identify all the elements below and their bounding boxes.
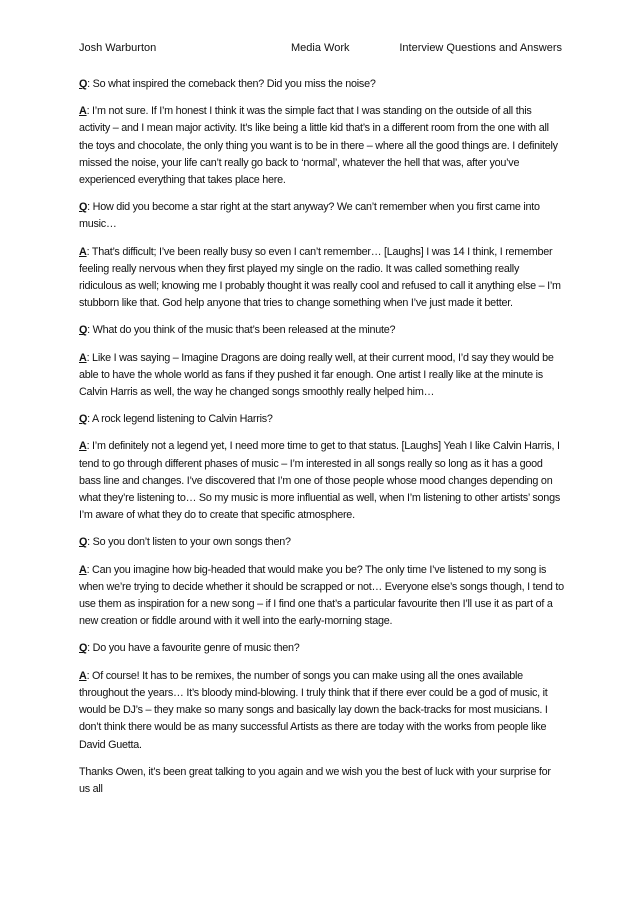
answer-text: : That’s difficult; I’ve been really busy so even I can’t remember… [Laughs] I was 14 I think, I remember feeling really nervous when they first played my single on the radio. It was called something really ridiculous as well; knowing me I probably thought it was really cool and refused to call it anything else – I’m stubborn like that. God help anyone that tries to change something when I’ve just made it better. (79, 245, 561, 310)
answer-text: : Like I was saying – Imagine Dragons are doing really well, at their current mood, I’d say they would be able to have the whole world as fans if they pushed it far enough. One artist I really like at the minute is Calvin Harris as well, the way he changed songs smoothly really helped him… (79, 351, 554, 399)
answer-paragraph (79, 438, 564, 524)
question-paragraph (79, 322, 564, 339)
question-text: : So you don’t listen to your own songs then? (87, 536, 291, 549)
question-paragraph (79, 411, 564, 428)
answer-tag: A (79, 351, 87, 364)
question-tag: Q (79, 413, 88, 426)
question-tag: Q (79, 642, 88, 655)
answer-paragraph (79, 562, 564, 631)
answer-tag: A (79, 105, 87, 118)
question-text: : How did you become a star right at the start anyway? We can’t remember when you first came into music… (79, 201, 540, 231)
question-text: : A rock legend listening to Calvin Harris? (87, 413, 273, 426)
answer-text: : I’m definitely not a legend yet, I need more time to get to that status. [Laughs] Yeah I like Calvin Harris, I tend to go through different phases of music – I’m interested in all songs really so long as it has a good bass line and changes. I’ve discovered that I’m one of those people whose mood changes depending on what they’re listening to… So my music is more influential as well, when I’m listening to other artists’ songs I’m aware of what they do to create that specific atmosphere. (79, 440, 560, 522)
answer-text: : I’m not sure. If I’m honest I think it was the simple fact that I was standing on the outside of all this activity – and I mean major activity. It’s like being a little kid that’s in a different room from the one with all the toys and chocolate, the only thing you want is to be in there – where all the good things are. I definitely missed the noise, your life can’t really go back to ‘normal’, whatever the hell that was, after you’ve experienced everything that takes place here. (79, 105, 558, 187)
question-paragraph (79, 199, 564, 233)
answer-paragraph (79, 244, 564, 313)
question-tag: Q (79, 536, 88, 549)
answer-text: : Of course! It has to be remixes, the number of songs you can make using all the ones available throughout the years… It’s bloody mind-blowing. I truly think that if there ever could be a god of music, it would be DJ’s – they make so many songs and basically lay down the back-tracks for most musicians. I don’t think there would be as many successful Artists as there are today with the works from people like David Guetta. (79, 669, 548, 751)
interview-body (79, 76, 564, 808)
question-paragraph (79, 76, 564, 93)
answer-text: : Can you imagine how big-headed that would make you be? The only time I’ve listened to my song is when we’re trying to decide whether it should be scrapped or not… Everyone else’s songs though, I tend to use them as inspiration for a new song – if I find one that’s a particular favourite then I’ll use it as part of a new creation or fiddle around with it well into the early-morning stage. (79, 563, 564, 628)
question-paragraph (79, 534, 564, 551)
answer-tag: A (79, 563, 87, 576)
question-tag: Q (79, 78, 88, 90)
answer-tag: A (79, 669, 87, 682)
question-tag: Q (79, 324, 88, 337)
question-text: : Do you have a favourite genre of music then? (87, 642, 300, 655)
answer-paragraph (79, 668, 564, 754)
answer-paragraph (79, 350, 564, 402)
closing-paragraph: Thanks Owen, it’s been great talking to you again and we wish you the best of luck with your surprise for us all (79, 765, 551, 795)
header-document-title: Interview Questions and Answers (399, 42, 562, 54)
answer-paragraph (79, 103, 564, 189)
answer-tag: A (79, 440, 87, 453)
question-text: : What do you think of the music that’s been released at the minute? (87, 324, 396, 337)
question-paragraph (79, 640, 564, 657)
question-text: : So what inspired the comeback then? Did you miss the noise? (87, 78, 376, 90)
header-author: Josh Warburton (79, 42, 157, 54)
header-section: Media Work (291, 42, 350, 54)
page-header (79, 40, 562, 56)
question-tag: Q (79, 201, 88, 214)
answer-tag: A (79, 245, 87, 258)
